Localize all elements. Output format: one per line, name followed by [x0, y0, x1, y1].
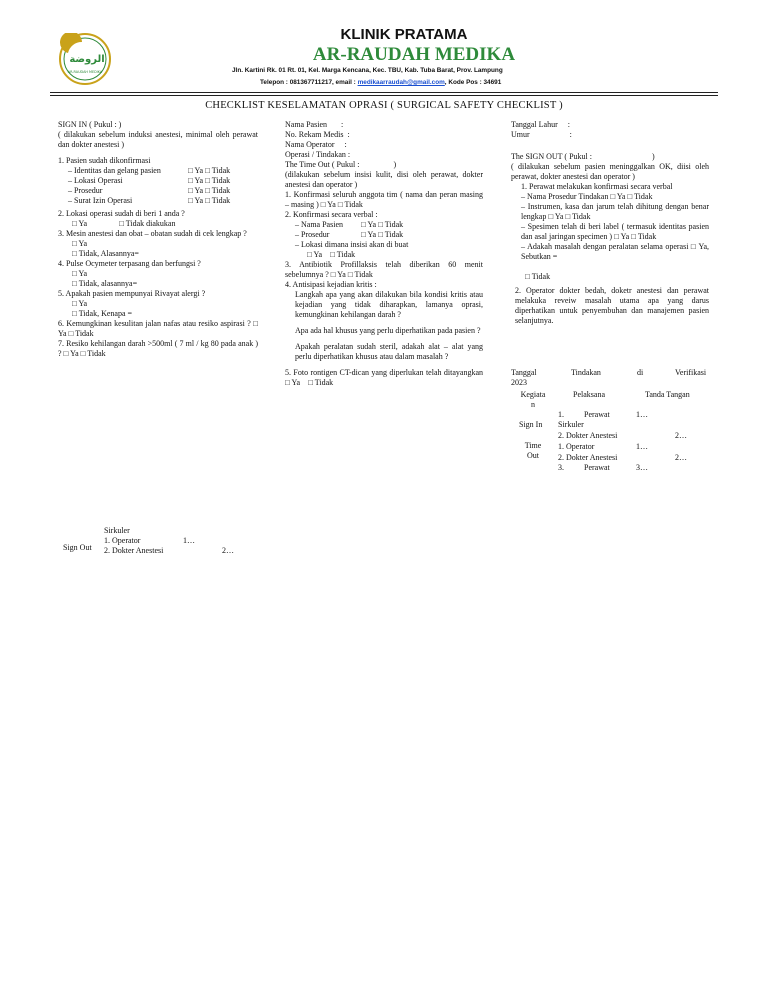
email-link[interactable]: medikaarraudah@gmail.com — [357, 79, 445, 86]
logo-subtext: AR-RAUDAH MEDIKA — [67, 70, 103, 74]
critical-events-paragraph-2: Apa ada hal khusus yang perlu diperhatikan pada pasien ? — [295, 326, 481, 335]
time-out-description: (dilakukan sebelum insisi kulit, disi oleh perawat, dokter anestesi dan operator ) — [285, 170, 483, 189]
table-header-date: Tanggal 2023 — [511, 368, 537, 387]
sign-out-item-b: – Instrumen, kasa dan jarum telah dihitung dengan benar lengkap □ Ya □ Tidak — [521, 202, 709, 221]
patient-name-field[interactable]: Nama Pasien : — [285, 120, 344, 129]
sign-in-column — [58, 120, 258, 359]
list-item: – Prosedur □ Ya □ Tidak — [295, 230, 404, 239]
time-out-question-2-items — [295, 220, 403, 240]
time-out-question-4: 4. Antisipasi kejadian kritis : — [285, 280, 377, 289]
sign-in-description: ( dilakukan sebelum induksi anestesi, minimal oleh perawat dan dokter anestesi ) — [58, 130, 258, 149]
sign-in-heading: SIGN IN ( Pukul : ) — [58, 120, 122, 129]
operator-label: 1. Operator — [104, 536, 141, 545]
table-row-anesthesia-1: 2. Dokter Anestesi — [558, 431, 618, 440]
table-row-nurse-3: 3. Perawat — [558, 463, 610, 472]
time-out-heading: The Time Out ( Pukul : ) — [285, 160, 397, 169]
age-field[interactable]: Umur : — [511, 130, 572, 139]
postal-text: , Kode Pos : 34691 — [444, 79, 502, 86]
operator-name-field[interactable]: Nama Operator : — [285, 140, 347, 149]
table-header-signature: Tanda Tangan — [645, 390, 690, 399]
table-sign-3: 1… — [636, 442, 648, 451]
table-header-activity: Kegiata n — [520, 390, 546, 409]
list-item: – Surat Izin Operasi □ Ya □ Tidak — [68, 196, 231, 205]
logo-arabic-text: الروضة — [69, 54, 105, 65]
question-6: 6. Kemungkinan kesulitan jalan nafas atau resiko aspirasi ? □ Ya □ Tidak — [58, 319, 258, 338]
sign-out-question-2: 2. Operator dokter bedah, doketr anestesi dan perawat melakuka reveiw masalah utama apa yang darus diperhatikan untuk penyembuhan dan manajemen pasien selanjutnya. — [515, 286, 709, 325]
checkbox-option[interactable]: □ Ya □ Tidak — [361, 230, 404, 239]
clinic-address: Jln. Kartini Rk. 01 Rt. 01, Kel. Marga Kencana, Kec. TBU, Kab. Tuba Barat, Prov. Lampung — [232, 67, 503, 74]
table-header-verification: Verifikasi — [675, 368, 707, 377]
question-1: 1. Pasien sudah dikonfirmasi — [58, 156, 151, 165]
incision-location-item: – Lokasi dimana insisi akan di buat — [295, 240, 409, 249]
table-row-anesthesia-2: 2. Dokter Anestesi — [558, 453, 618, 462]
sign-out-label: Sign Out — [63, 543, 92, 552]
list-item: – Identitas dan gelang pasien □ Ya □ Tidak — [68, 166, 231, 175]
sign-out-column — [511, 120, 709, 326]
table-row-sirkuler: Sirkuler — [558, 420, 584, 429]
birth-date-field[interactable]: Tanggal Lahur : — [511, 120, 570, 129]
question-4-option-yes[interactable]: □ Ya — [72, 269, 88, 278]
question-3: 3. Mesin anestesi dan obat – obatan sudah di cek lengkap ? — [58, 229, 247, 238]
critical-events-paragraph-1: Langkah apa yang akan dilakukan bila kondisi kritis atau kejadian yang tidak diharapkan, lamanya oprasi, kemungkinan kehilangan darah ? — [295, 290, 483, 319]
question-4: 4. Pulse Ocymeter terpasang dan berfungsi ? — [58, 259, 201, 268]
question-7: 7. Resiko kehilangan darah >500ml ( 7 ml / kg 80 pada anak ) ? □ Ya □ Tidak — [58, 339, 258, 358]
list-item: – Prosedur □ Ya □ Tidak — [68, 186, 231, 195]
table-header-action: Tindakan — [571, 368, 601, 377]
header-divider — [50, 92, 718, 93]
sirkuler-label: Sirkuler — [104, 526, 130, 535]
sign-in-row-label: Sign In — [519, 420, 543, 429]
checkbox-option[interactable]: □ Ya □ Tidak — [188, 186, 231, 195]
list-item: – Lokasi Operasi □ Ya □ Tidak — [68, 176, 231, 185]
question-2: 2. Lokasi operasi sudah di beri 1 anda ? — [58, 209, 185, 218]
checkbox-option[interactable]: □ Ya □ Tidak — [361, 220, 404, 229]
table-row-nurse-1: 1. Perawat — [558, 410, 610, 419]
operation-field[interactable]: Operasi / Tindakan : — [285, 150, 351, 159]
sign-out-item-a: – Nama Prosedur Tindakan □ Ya □ Tidak — [521, 192, 653, 201]
table-sign-1: 1… — [636, 410, 648, 419]
medical-record-field[interactable]: No. Rekam Medis : — [285, 130, 350, 139]
table-sign-5: 3… — [636, 463, 648, 472]
checkbox-option[interactable]: □ Ya □ Tidak — [188, 166, 231, 175]
table-header-executor: Pelaksana — [573, 390, 605, 399]
document-title: CHECKLIST KESELAMATAN OPRASI ( SURGICAL SAFETY CHECKLIST ) — [205, 100, 563, 111]
clinic-type: KLINIK PRATAMA — [340, 26, 468, 43]
table-sign-2: 2… — [675, 431, 687, 440]
time-out-question-1: 1. Konfirmasi seluruh anggota tim ( nama dan peran masing – masing ) □ Ya □ Tidak — [285, 190, 483, 209]
question-2-options[interactable]: □ Ya □ Tidak diakukan — [72, 219, 176, 228]
table-sign-4: 2… — [675, 453, 687, 462]
time-out-question-3: 3. Antibiotik Profillaksis telah diberikan 60 menit sebelumnya ? □ Ya □ Tidak — [285, 260, 483, 279]
question-1-items — [68, 166, 230, 206]
sign-out-item-d-no[interactable]: □ Tidak — [525, 272, 551, 281]
question-5-option-no[interactable]: □ Tidak, Kenapa = — [72, 309, 133, 318]
sign-out-item-c: – Spesimen telah di beri label ( termasuk identitas pasien dan asal jaringan specimen ) □ Ya □ Tidak — [521, 222, 709, 241]
sign-out-description: ( dilakukan sebelum pasien meninggalkan OK, diisi oleh perawat, dokter anestesi dan operator ) — [511, 162, 709, 181]
incision-location-options[interactable]: □ Ya □ Tidak — [307, 250, 356, 259]
checkbox-option[interactable]: □ Ya □ Tidak — [188, 176, 231, 185]
sign-out-question-1: 1. Perawat melakukan konfirmasi secara verbal — [521, 182, 673, 191]
critical-events-paragraph-3: Apakah peralatan sudah steril, adakah alat – alat yang perlu diperhatikan khusus atau dalam masalah ? — [295, 342, 483, 361]
anesthesia-doctor-label: 2. Dokter Anestesi — [104, 546, 164, 555]
table-header-at: di — [637, 368, 644, 377]
question-5-option-yes[interactable]: □ Ya — [72, 299, 88, 308]
checkbox-option[interactable]: □ Ya □ Tidak — [188, 196, 231, 205]
list-item: – Nama Pasien □ Ya □ Tidak — [295, 220, 404, 229]
time-out-question-2: 2. Konfirmasi secara verbal : — [285, 210, 378, 219]
question-3-option-no[interactable]: □ Tidak, Alasannya= — [72, 249, 139, 258]
question-5: 5. Apakah pasien mempunyai Rivayat alergi ? — [58, 289, 206, 298]
clinic-name: AR-RAUDAH MEDIKA — [312, 44, 516, 65]
time-out-row-label: Time Out — [524, 441, 542, 460]
table-row-operator: 1. Operator — [558, 442, 595, 451]
sign-out-item-d: – Adakah masalah dengan peralatan selama operasi □ Ya, Sebutkan = — [521, 242, 709, 261]
question-4-option-no[interactable]: □ Tidak, alasannya= — [72, 279, 138, 288]
clinic-contact — [260, 79, 501, 86]
anesthesia-doctor-signature: 2… — [222, 546, 234, 555]
header-divider-thin — [50, 95, 718, 96]
time-out-question-5: 5. Foto rontigen CT-dican yang diperlukan telah ditayangkan □ Ya □ Tidak — [285, 368, 491, 387]
sign-out-heading: The SIGN OUT ( Pukul : ) — [511, 152, 655, 161]
telephone-text: Telepon : 081367711217, email : — [260, 79, 358, 86]
question-3-option-yes[interactable]: □ Ya — [72, 239, 88, 248]
time-out-column — [285, 120, 491, 388]
operator-signature: 1… — [183, 536, 195, 545]
